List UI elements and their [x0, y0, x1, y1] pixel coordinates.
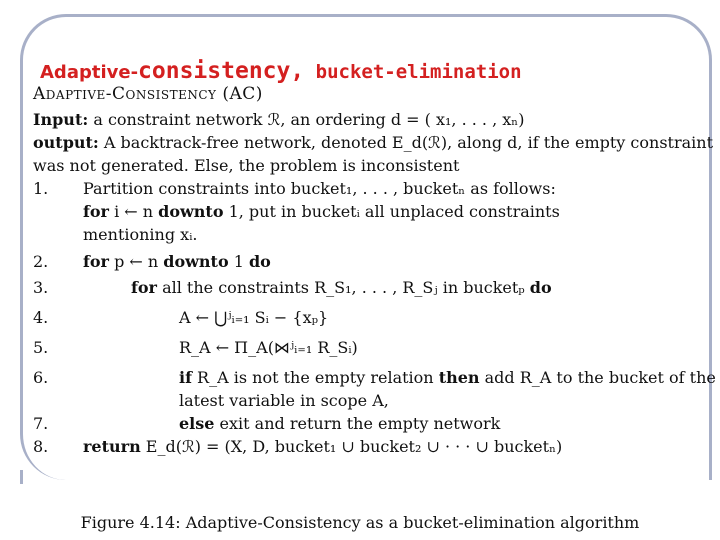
- keyword: for: [131, 278, 157, 297]
- step-fragment: exit and return the empty network: [214, 414, 501, 433]
- step-5: [33, 333, 719, 363]
- step-text: latest variable in scope A,: [179, 391, 389, 410]
- step-fragment: p ← n: [108, 252, 164, 271]
- keyword: downto: [158, 202, 224, 221]
- slide-title: [40, 58, 522, 84]
- step-number: 5.: [33, 338, 49, 357]
- output-line-2: was not generated. Else, the problem is inconsistent: [33, 156, 460, 175]
- step-7: [33, 412, 719, 435]
- title-part-3: bucket-elimination: [304, 61, 522, 83]
- step-fragment: add R_A to the bucket of the: [479, 368, 716, 387]
- algorithm-body: [33, 108, 719, 458]
- step-text: [83, 200, 560, 223]
- output-label: output:: [33, 133, 99, 152]
- step-number: 7.: [33, 414, 49, 433]
- step-number: 6.: [33, 368, 49, 387]
- step-6-cont: [33, 389, 719, 412]
- step-fragment: all the constraints R_S₁, . . . , R_Sⱼ in bucketₚ: [156, 278, 530, 297]
- keyword: else: [179, 414, 215, 433]
- step-fragment: 1: [228, 252, 249, 271]
- step-2: [33, 250, 719, 273]
- step-number: 3.: [33, 278, 49, 297]
- keyword: do: [248, 252, 271, 271]
- step-text: [179, 412, 500, 435]
- keyword: do: [529, 278, 552, 297]
- keyword: return: [83, 437, 141, 456]
- algorithm-name: Adaptive-Consistency (AC): [33, 84, 263, 104]
- figure-caption: Figure 4.14: Adaptive-Consistency as a bucket-elimination algorithm: [80, 513, 640, 532]
- step-fragment: i ← n: [108, 202, 159, 221]
- step-text: R_A ← Π_A(⋈ʲᵢ₌₁ R_Sᵢ): [179, 338, 358, 357]
- input-text: a constraint network ℛ, an ordering d = ( x₁, . . . , xₙ): [88, 110, 525, 129]
- step-number: 4.: [33, 308, 49, 327]
- step-8: [33, 435, 719, 458]
- step-fragment: R_A is not the empty relation: [191, 368, 439, 387]
- frame-edge: [20, 470, 23, 484]
- step-text: [83, 435, 562, 458]
- step-4: [33, 303, 719, 333]
- input-line: [33, 108, 719, 131]
- input-label: Input:: [33, 110, 89, 129]
- output-line: [33, 131, 719, 154]
- output-text: A backtrack-free network, denoted E_d(ℛ), along d, if the empty constraint: [98, 133, 713, 152]
- keyword: for: [83, 252, 109, 271]
- step-1-cont-a: [33, 200, 719, 223]
- step-text: mentioning xᵢ.: [83, 225, 198, 244]
- keyword: then: [438, 368, 480, 387]
- title-part-2: consistency,: [138, 58, 305, 84]
- keyword: downto: [163, 252, 229, 271]
- step-number: 1.: [33, 179, 49, 198]
- step-text: [179, 366, 716, 389]
- step-3: [33, 276, 719, 299]
- step-1-cont-b: [33, 223, 719, 246]
- step-1: [33, 177, 719, 200]
- step-number: 8.: [33, 437, 49, 456]
- step-6: [33, 366, 719, 389]
- keyword: if: [179, 368, 192, 387]
- step-fragment: 1, put in bucketᵢ all unplaced constraints: [223, 202, 560, 221]
- step-number: 2.: [33, 252, 49, 271]
- keyword: for: [83, 202, 109, 221]
- step-text: [131, 276, 552, 299]
- step-text: [83, 250, 271, 273]
- step-text: Partition constraints into bucket₁, . . . , bucketₙ as follows:: [83, 179, 556, 198]
- step-fragment: E_d(ℛ) = (X, D, bucket₁ ∪ bucket₂ ∪ · · · ∪ bucketₙ): [140, 437, 563, 456]
- step-text: A ← ⋃ʲᵢ₌₁ Sᵢ − {xₚ}: [179, 308, 329, 327]
- title-part-1: Adaptive-: [40, 62, 139, 83]
